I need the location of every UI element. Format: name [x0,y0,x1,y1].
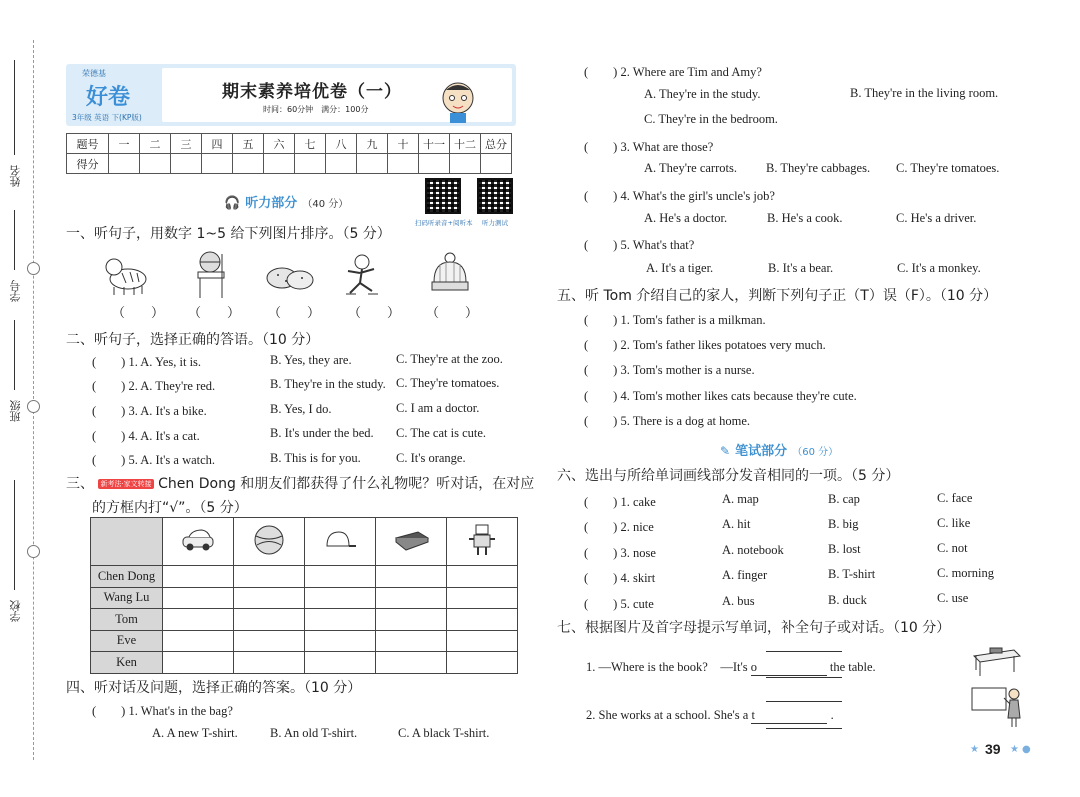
check-box[interactable] [376,652,447,674]
option-c: C. morning [937,566,994,580]
score-cell[interactable] [326,154,357,174]
answer-blank[interactable]: （ ） [426,306,479,321]
option-b: B. This is for you. [270,451,361,465]
option-c: C. He's a driver. [896,211,977,225]
score-cell[interactable] [171,154,202,174]
statement-item: ( ) 2. Tom's father likes potatoes very much. [584,338,826,352]
question-item: ( ) 4. skirt [584,571,656,585]
check-box[interactable] [376,630,447,652]
option-b: B. They're in the study. [270,377,386,391]
section-6-title: 六、选出与所给单词画线部分发音相同的一项。（5 分） [557,468,900,484]
check-box[interactable] [305,566,376,588]
name-line [14,60,15,155]
ball-icon [234,518,305,566]
answer-blank[interactable]: （ ） [348,306,401,321]
statement-item: ( ) 4. Tom's mother likes cats because they're cute. [584,389,857,403]
option-c: C. It's orange. [396,451,466,465]
question-item: ( ) 5. cute [584,597,654,611]
score-cell[interactable] [140,154,171,174]
option-a: A. They're in the study. [644,87,761,101]
row-name: Tom [91,609,163,631]
section-4-title: 四、听对话及问题，选择正确的答案。（10 分） [66,680,362,696]
mascot-icon [438,80,478,124]
option-a: A. bus [722,594,755,608]
listening-points: （40 分） [302,199,349,210]
new-type-badge: 新考法·家文转接 [100,480,152,488]
qr-code-icon[interactable] [477,178,513,214]
option-b: B. He's a cook. [767,211,843,225]
option-b: B. Yes, they are. [270,353,352,367]
score-row-label: 得分 [67,154,109,174]
question-item: ( ) 3. nose [584,546,656,560]
score-header-cell: 四 [202,134,233,154]
check-box[interactable] [447,566,518,588]
statement-item: ( ) 1. Tom's father is a milkman. [584,313,766,327]
check-box[interactable] [234,587,305,609]
score-cell[interactable] [202,154,233,174]
option-c: C. use [937,591,969,605]
score-header-cell: 总分 [481,134,512,154]
score-cell[interactable] [481,154,512,174]
option-b: B. They're cabbages. [766,161,871,175]
question-item: ( ) 3. What are those? [584,140,714,154]
check-box[interactable] [447,609,518,631]
check-box[interactable] [234,630,305,652]
option-a: A. He's a doctor. [644,211,728,225]
logo-publisher: 荣德基 [82,69,106,78]
section-3-title-line2: 的方框内打“√”。（5 分） [92,500,248,516]
score-cell[interactable] [388,154,419,174]
pencil-icon: ✎ [720,444,731,458]
chair-ball-icon [192,250,230,300]
writing-line [766,701,842,702]
check-box[interactable] [305,652,376,674]
check-box[interactable] [376,587,447,609]
score-header-cell: 八 [326,134,357,154]
check-box[interactable] [163,609,234,631]
teacher-icon [970,684,1028,728]
check-box[interactable] [305,587,376,609]
check-box[interactable] [376,566,447,588]
option-b: B. cap [828,492,860,506]
score-header-cell: 题号 [67,134,109,154]
row-name: Eve [91,630,163,652]
section-3-title [66,473,534,493]
check-box[interactable] [234,652,305,674]
exam-meta: 时间：60分钟 满分：100分 [263,105,369,114]
answer-blank[interactable]: （ ） [188,306,241,321]
class-line [14,320,15,390]
row-name: Wang Lu [91,587,163,609]
score-header-cell: 三 [171,134,202,154]
score-cell[interactable] [357,154,388,174]
score-header-cell: 十一 [419,134,450,154]
option-c: C. The cat is cute. [396,426,487,440]
binding-hole [27,400,40,413]
question-item: ( ) 4. What's the girl's uncle's job? [584,189,775,203]
hint-letter: o [750,660,757,674]
corner-cell [91,518,163,566]
exam-title: 期末素养培优卷（一） [222,82,402,102]
row-name: Ken [91,652,163,674]
qr-caption: 扫码听录音+阅听本 [415,219,473,227]
check-box[interactable] [163,566,234,588]
question-item: ( ) 1. A. Yes, it is. [92,355,202,369]
headphones-icon: 🎧 [224,196,241,211]
option-c: C. like [937,516,971,530]
hat-icon [426,252,474,294]
section-7-title: 七、根据图片及首字母提示写单词，补全句子或对话。（10 分） [557,620,951,636]
option-a: A. It's a tiger. [646,261,714,275]
writing-line [766,651,842,652]
listening-title: 听力部分 [245,196,298,211]
written-title: 笔试部分 [735,444,788,459]
binding-hole [27,262,40,275]
option-b: B. Yes, I do. [270,402,332,416]
potatoes-icon [264,258,316,296]
score-cell[interactable] [109,154,140,174]
section-5-title: 五、听 Tom 介绍自己的家人，判断下列句子正（T）误（F）。（10 分） [557,288,998,304]
answer-blank[interactable] [751,708,827,724]
name-label: 姓名 [9,165,22,187]
answer-blank[interactable]: （ ） [112,306,165,321]
written-banner [720,440,838,458]
question-item: ( ) 5. A. It's a watch. [92,453,216,467]
check-box[interactable] [305,609,376,631]
check-box[interactable] [305,630,376,652]
id-line [14,210,15,270]
option-a: A. hit [722,517,751,531]
section-3-title-line1: Chen Dong 和朋友们都获得了什么礼物呢？听对话，在对应 [158,476,535,492]
cap-icon [305,518,376,566]
check-box[interactable] [447,630,518,652]
skater-icon [338,253,384,297]
section-2-title: 二、听句子，选择正确的答语。（10 分） [66,332,320,348]
question-item: ( ) 2. A. They're red. [92,379,216,393]
score-table [66,133,512,174]
star-icon: ● [1022,744,1031,755]
option-a: A. A new T-shirt. [152,726,238,740]
option-b: B. duck [828,593,867,607]
id-label: 学号 [9,280,22,302]
option-c: C. They're tomatoes. [896,161,1000,175]
check-box[interactable] [447,652,518,674]
score-header-cell: 一 [109,134,140,154]
statement-item: ( ) 3. Tom's mother is a nurse. [584,363,755,377]
class-label: 班级 [9,400,22,422]
option-c: C. They're at the zoo. [396,352,503,366]
section-number: 三、 [66,476,94,492]
score-header-cell: 二 [140,134,171,154]
tiger-icon [104,253,150,297]
writing-line [766,728,842,729]
score-header-cell: 九 [357,134,388,154]
score-header-cell: 六 [264,134,295,154]
option-c: C. not [937,541,968,555]
option-b: B. It's under the bed. [270,426,374,440]
qr-caption: 听力测试 [482,219,508,227]
fill-item-2 [586,708,834,724]
check-box[interactable] [163,587,234,609]
check-box[interactable] [163,652,234,674]
option-a: A. They're carrots. [644,161,737,175]
check-box[interactable] [234,566,305,588]
question-item: ( ) 1. cake [584,495,656,509]
page-number: 39 [985,741,1001,757]
star-icon: ★ [1010,744,1019,755]
check-box[interactable] [234,609,305,631]
option-a: A. finger [722,568,768,582]
robot-icon [447,518,518,566]
option-c: C. It's a monkey. [897,261,981,275]
star-icon: ★ [970,744,979,755]
option-b: B. It's a bear. [768,261,834,275]
option-b: B. T-shirt [828,567,876,581]
question-item: ( ) 3. A. It's a bike. [92,404,207,418]
binding-hole [27,545,40,558]
binding-strip [0,0,55,797]
option-b: B. They're in the living room. [850,86,999,100]
question-item: ( ) 5. What's that? [584,238,695,252]
option-b: B. lost [828,542,861,556]
question-item: ( ) 2. Where are Tim and Amy? [584,65,762,79]
option-b: B. big [828,517,859,531]
score-header-cell: 十 [388,134,419,154]
check-box[interactable] [447,587,518,609]
table-book-icon [970,642,1022,678]
option-c: C. face [937,491,973,505]
option-c: C. They're in the bedroom. [644,112,778,126]
question-item: ( ) 1. What's in the bag? [92,704,233,718]
listening-banner [224,192,348,210]
section-1-title: 一、听句子，用数字 1~5 给下列图片排序。（5 分） [66,226,391,242]
logo-grade: 3年级 英语 下(KP版) [72,113,142,122]
answer-blank[interactable]: （ ） [268,306,321,321]
answer-blank[interactable] [751,660,827,676]
school-label: 学校 [9,600,22,622]
gift-table [90,517,518,674]
logo [70,66,160,124]
question-item: ( ) 2. nice [584,520,654,534]
written-points: （60 分） [792,447,839,458]
check-box[interactable] [163,630,234,652]
statement-item: ( ) 5. There is a dog at home. [584,414,751,428]
fill-item-text: 2. She works at a school. She's a [586,708,749,722]
score-cell[interactable] [295,154,326,174]
score-header-cell: 十二 [450,134,481,154]
logo-mark: 好卷 [86,85,131,110]
fill-item-1 [586,657,876,676]
fill-item-text: the table. [829,660,876,674]
car-icon [163,518,234,566]
option-b: B. An old T-shirt. [270,726,358,740]
fill-item-text: . [830,708,834,722]
score-cell[interactable] [419,154,450,174]
option-c: C. They're tomatoes. [396,376,500,390]
score-header-cell: 七 [295,134,326,154]
option-c: C. I am a doctor. [396,401,480,415]
check-box[interactable] [376,609,447,631]
score-cell[interactable] [264,154,295,174]
hint-letter: t [751,708,755,722]
score-cell[interactable] [233,154,264,174]
option-a: A. map [722,492,759,506]
qr-code-icon[interactable] [425,178,461,214]
fill-item-text: 1. —Where is the book? —It's [586,660,748,674]
score-cell[interactable] [450,154,481,174]
row-name: Chen Dong [91,566,163,588]
option-c: C. A black T-shirt. [398,726,490,740]
writing-line [766,677,842,678]
score-header-cell: 五 [233,134,264,154]
question-item: ( ) 4. A. It's a cat. [92,429,200,443]
option-a: A. notebook [722,543,784,557]
school-line [14,480,15,590]
book-icon [376,518,447,566]
